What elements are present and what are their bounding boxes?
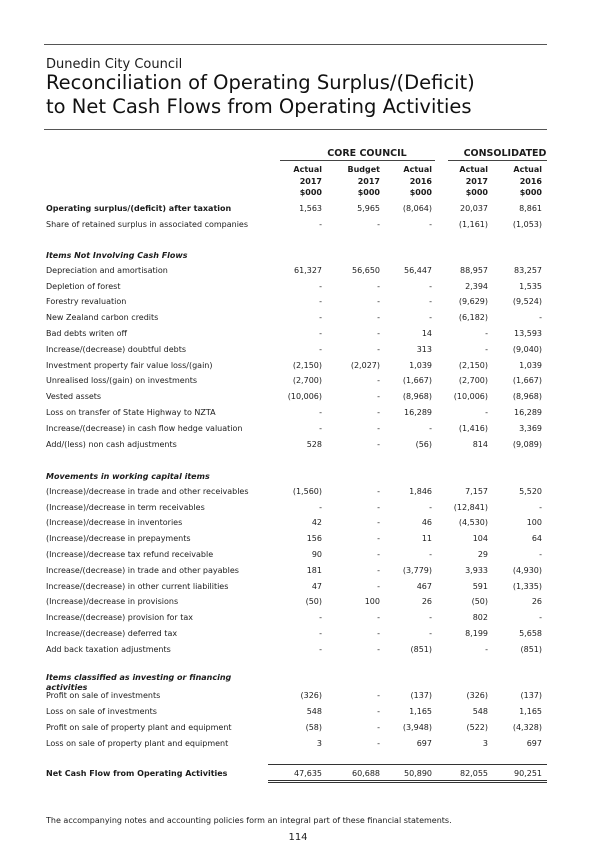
row-value: - bbox=[377, 297, 380, 306]
table-row bbox=[46, 723, 547, 736]
row-label: Profit on sale of property plant and equipment bbox=[46, 723, 232, 732]
row-value: (4,530) bbox=[458, 518, 488, 527]
row-value: - bbox=[429, 297, 432, 306]
column-header-line: Actual bbox=[403, 165, 432, 174]
row-value: (851) bbox=[520, 645, 542, 654]
row-value: - bbox=[429, 503, 432, 512]
row-value: 1,535 bbox=[519, 282, 542, 291]
section-items-not-involving-cash-flows: Items Not Involving Cash Flows bbox=[46, 251, 188, 260]
title-line-2: to Net Cash Flows from Operating Activities bbox=[46, 95, 472, 118]
group-underline-core bbox=[280, 160, 435, 161]
row-value: - bbox=[429, 550, 432, 559]
row-value: - bbox=[377, 408, 380, 417]
table-row bbox=[46, 503, 547, 516]
column-header-line: $000 bbox=[519, 188, 542, 197]
row-label: Increase/(decrease) in trade and other payables bbox=[46, 566, 239, 575]
row-value: - bbox=[539, 613, 542, 622]
row-value: 60,688 bbox=[352, 769, 380, 778]
row-label: Depreciation and amortisation bbox=[46, 266, 168, 275]
table-row bbox=[46, 345, 547, 358]
row-value: (1,053) bbox=[512, 220, 542, 229]
row-value: 3 bbox=[482, 739, 488, 748]
row-value: 528 bbox=[306, 440, 322, 449]
table-row bbox=[46, 361, 547, 374]
page-title bbox=[46, 71, 475, 119]
row-value: 42 bbox=[311, 518, 322, 527]
table-row bbox=[46, 297, 547, 310]
row-value: 814 bbox=[472, 440, 488, 449]
row-value: (56) bbox=[415, 440, 432, 449]
row-value: 802 bbox=[472, 613, 488, 622]
page-number: 114 bbox=[288, 832, 308, 843]
row-value: (2,700) bbox=[292, 376, 322, 385]
organisation-name: Dunedin City Council bbox=[46, 57, 183, 72]
row-value: - bbox=[377, 345, 380, 354]
row-label: (Increase)/decrease tax refund receivable bbox=[46, 550, 214, 559]
table-row bbox=[46, 440, 547, 453]
row-value: - bbox=[429, 629, 432, 638]
row-value: 467 bbox=[416, 582, 432, 591]
row-value: 100 bbox=[526, 518, 542, 527]
table-row bbox=[46, 566, 547, 579]
table-row bbox=[46, 313, 547, 326]
row-value: 64 bbox=[531, 534, 542, 543]
row-value: (8,064) bbox=[402, 204, 432, 213]
row-value: 11 bbox=[421, 534, 432, 543]
row-value: (12,841) bbox=[453, 503, 488, 512]
table-row bbox=[46, 707, 547, 720]
column-header-line: 2017 bbox=[299, 176, 322, 186]
row-label: (Increase)/decrease in provisions bbox=[46, 597, 179, 606]
row-value: 20,037 bbox=[460, 204, 488, 213]
row-value: - bbox=[319, 424, 322, 433]
row-value: - bbox=[319, 408, 322, 417]
row-value: (4,930) bbox=[512, 566, 542, 575]
row-value: 548 bbox=[306, 707, 322, 716]
row-value: 1,165 bbox=[519, 707, 542, 716]
row-value: 26 bbox=[421, 597, 432, 606]
row-value: (6,182) bbox=[458, 313, 488, 322]
row-label: New Zealand carbon credits bbox=[46, 313, 159, 322]
total-rule bbox=[268, 780, 547, 781]
row-value: - bbox=[377, 723, 380, 732]
row-value: 7,157 bbox=[465, 487, 488, 496]
row-value: (8,968) bbox=[402, 392, 432, 401]
table-row bbox=[46, 550, 547, 563]
row-value: 3,933 bbox=[465, 566, 488, 575]
row-value: 50,890 bbox=[404, 769, 432, 778]
row-value: 1,165 bbox=[409, 707, 432, 716]
row-value: 26 bbox=[531, 597, 542, 606]
row-value: 8,861 bbox=[519, 204, 542, 213]
row-value: - bbox=[539, 550, 542, 559]
table-row bbox=[46, 518, 547, 531]
table-row bbox=[46, 282, 547, 295]
row-value: - bbox=[319, 345, 322, 354]
row-value: - bbox=[377, 739, 380, 748]
row-value: 1,563 bbox=[299, 204, 322, 213]
row-label: Loss on transfer of State Highway to NZTA bbox=[46, 408, 216, 417]
row-value: (1,667) bbox=[512, 376, 542, 385]
column-header-line: Actual bbox=[293, 165, 322, 174]
row-value: 1,039 bbox=[519, 361, 542, 370]
table-row bbox=[46, 408, 547, 421]
row-value: (58) bbox=[305, 723, 322, 732]
row-label: Increase/(decrease) deferred tax bbox=[46, 629, 178, 638]
row-value: - bbox=[377, 550, 380, 559]
row-value: (1,560) bbox=[292, 487, 322, 496]
row-label: Add back taxation adjustments bbox=[46, 645, 171, 654]
row-value: 2,394 bbox=[465, 282, 488, 291]
row-value: - bbox=[319, 645, 322, 654]
section-movements-working-capital: Movements in working capital items bbox=[46, 472, 210, 481]
row-value: - bbox=[319, 503, 322, 512]
row-label: Depletion of forest bbox=[46, 282, 121, 291]
row-value: 14 bbox=[421, 329, 432, 338]
row-value: 56,650 bbox=[352, 266, 380, 275]
row-value: (4,328) bbox=[512, 723, 542, 732]
table-row bbox=[46, 613, 547, 626]
row-value: - bbox=[539, 503, 542, 512]
section-items-investing-financing: Items classified as investing or financing activities bbox=[46, 673, 232, 692]
column-header-line: 2016 bbox=[409, 176, 432, 186]
row-value: (326) bbox=[466, 691, 488, 700]
row-value: (2,700) bbox=[458, 376, 488, 385]
row-value: 47,635 bbox=[294, 769, 322, 778]
row-value: 16,289 bbox=[514, 408, 542, 417]
row-value: - bbox=[377, 329, 380, 338]
row-value: 90,251 bbox=[514, 769, 542, 778]
table-row bbox=[46, 376, 547, 389]
total-rule bbox=[268, 764, 547, 765]
row-value: - bbox=[377, 534, 380, 543]
row-value: - bbox=[429, 282, 432, 291]
row-value: 5,965 bbox=[357, 204, 380, 213]
table-row bbox=[46, 204, 547, 217]
row-value: - bbox=[377, 376, 380, 385]
row-value: - bbox=[485, 329, 488, 338]
row-value: - bbox=[377, 645, 380, 654]
row-value: (9,089) bbox=[512, 440, 542, 449]
column-header-line: 2017 bbox=[357, 176, 380, 186]
row-value: - bbox=[377, 691, 380, 700]
row-value: 61,327 bbox=[294, 266, 322, 275]
row-value: 548 bbox=[472, 707, 488, 716]
table-row bbox=[46, 329, 547, 342]
row-label: Share of retained surplus in associated companies bbox=[46, 220, 249, 229]
row-label: Increase/(decrease) doubtful debts bbox=[46, 345, 187, 354]
column-header-line: $000 bbox=[409, 188, 432, 197]
row-value: (2,150) bbox=[292, 361, 322, 370]
table-row bbox=[46, 582, 547, 595]
row-value: 47 bbox=[311, 582, 322, 591]
row-value: (1,335) bbox=[512, 582, 542, 591]
row-label: (Increase)/decrease in inventories bbox=[46, 518, 183, 527]
title-rule bbox=[44, 129, 547, 130]
row-value: - bbox=[485, 345, 488, 354]
table-row bbox=[46, 691, 547, 704]
column-header-line: Actual bbox=[513, 165, 542, 174]
row-value: (522) bbox=[466, 723, 488, 732]
row-value: (137) bbox=[520, 691, 542, 700]
table-row bbox=[46, 629, 547, 642]
row-value: - bbox=[377, 582, 380, 591]
table-row bbox=[46, 424, 547, 437]
row-value: (8,968) bbox=[512, 392, 542, 401]
row-label: Increase/(decrease) provision for tax bbox=[46, 613, 194, 622]
title-line-1: Reconciliation of Operating Surplus/(Deficit) bbox=[46, 71, 475, 94]
group-underline-consolidated bbox=[448, 160, 547, 161]
row-label: Bad debts writen off bbox=[46, 329, 128, 338]
row-value: 5,658 bbox=[519, 629, 542, 638]
group-header-core-council: CORE COUNCIL bbox=[327, 148, 407, 159]
row-label: Investment property fair value loss/(gain) bbox=[46, 361, 213, 370]
row-value: 13,593 bbox=[514, 329, 542, 338]
row-value: (326) bbox=[300, 691, 322, 700]
row-value: - bbox=[377, 566, 380, 575]
row-value: 697 bbox=[526, 739, 542, 748]
row-value: 156 bbox=[306, 534, 322, 543]
row-label: (Increase)/decrease in prepayments bbox=[46, 534, 191, 543]
row-value: - bbox=[539, 313, 542, 322]
row-value: (10,006) bbox=[287, 392, 322, 401]
row-value: (2,027) bbox=[350, 361, 380, 370]
row-label: Increase/(decrease) in other current liabilities bbox=[46, 582, 229, 591]
row-value: 56,447 bbox=[404, 266, 432, 275]
row-value: 88,957 bbox=[460, 266, 488, 275]
row-value: - bbox=[319, 297, 322, 306]
row-value: (3,948) bbox=[402, 723, 432, 732]
row-value: (9,629) bbox=[458, 297, 488, 306]
row-value: (1,161) bbox=[458, 220, 488, 229]
row-value: 104 bbox=[472, 534, 488, 543]
table-row bbox=[46, 487, 547, 500]
row-value: 83,257 bbox=[514, 266, 542, 275]
row-value: (2,150) bbox=[458, 361, 488, 370]
row-label: (Increase)/decrease in term receivables bbox=[46, 503, 205, 512]
row-label: Add/(less) non cash adjustments bbox=[46, 440, 177, 449]
row-value: 16,289 bbox=[404, 408, 432, 417]
column-header-line: $000 bbox=[357, 188, 380, 197]
row-value: 591 bbox=[472, 582, 488, 591]
row-value: 29 bbox=[477, 550, 488, 559]
row-value: (10,006) bbox=[453, 392, 488, 401]
row-value: - bbox=[377, 503, 380, 512]
row-value: - bbox=[377, 440, 380, 449]
table-row bbox=[46, 534, 547, 547]
row-label: Loss on sale of property plant and equipment bbox=[46, 739, 229, 748]
row-label: Operating surplus/(deficit) after taxation bbox=[46, 204, 232, 213]
row-label: Net Cash Flow from Operating Activities bbox=[46, 769, 228, 778]
table-row bbox=[46, 739, 547, 752]
row-value: - bbox=[377, 313, 380, 322]
column-header bbox=[320, 164, 380, 199]
row-value: 5,520 bbox=[519, 487, 542, 496]
row-value: 3 bbox=[316, 739, 322, 748]
row-value: - bbox=[485, 408, 488, 417]
row-label: Profit on sale of investments bbox=[46, 691, 161, 700]
column-header-line: $000 bbox=[465, 188, 488, 197]
row-value: - bbox=[485, 645, 488, 654]
row-value: - bbox=[377, 518, 380, 527]
row-value: - bbox=[319, 282, 322, 291]
row-label: Loss on sale of investments bbox=[46, 707, 157, 716]
table-row bbox=[46, 645, 547, 658]
row-value: - bbox=[377, 707, 380, 716]
row-value: - bbox=[319, 329, 322, 338]
row-value: (50) bbox=[471, 597, 488, 606]
row-value: (1,416) bbox=[458, 424, 488, 433]
row-value: (851) bbox=[410, 645, 432, 654]
column-header-line: $000 bbox=[299, 188, 322, 197]
row-value: 313 bbox=[416, 345, 432, 354]
row-label: Forestry revaluation bbox=[46, 297, 127, 306]
column-header-line: 2017 bbox=[465, 176, 488, 186]
group-header-consolidated: CONSOLIDATED bbox=[463, 148, 547, 159]
row-value: - bbox=[319, 629, 322, 638]
row-value: 3,369 bbox=[519, 424, 542, 433]
row-value: - bbox=[429, 313, 432, 322]
row-value: 181 bbox=[306, 566, 322, 575]
row-label: Unrealised loss/(gain) on investments bbox=[46, 376, 198, 385]
row-value: (9,524) bbox=[512, 297, 542, 306]
row-label: (Increase)/decrease in trade and other receivables bbox=[46, 487, 249, 496]
row-value: - bbox=[319, 220, 322, 229]
column-header bbox=[482, 164, 542, 199]
row-value: - bbox=[429, 220, 432, 229]
row-value: - bbox=[429, 613, 432, 622]
row-value: 82,055 bbox=[460, 769, 488, 778]
table-row bbox=[46, 392, 547, 405]
table-row bbox=[46, 220, 547, 233]
row-value: 90 bbox=[311, 550, 322, 559]
row-value: - bbox=[377, 487, 380, 496]
row-value: 46 bbox=[421, 518, 432, 527]
row-label: Vested assets bbox=[46, 392, 102, 401]
row-value: 8,199 bbox=[465, 629, 488, 638]
row-value: 1,846 bbox=[409, 487, 432, 496]
row-value: - bbox=[377, 629, 380, 638]
column-header-line: Actual bbox=[459, 165, 488, 174]
row-value: - bbox=[377, 424, 380, 433]
column-header-line: 2016 bbox=[519, 176, 542, 186]
table-row bbox=[46, 597, 547, 610]
table-row bbox=[46, 266, 547, 279]
row-value: (3,779) bbox=[402, 566, 432, 575]
row-value: (1,667) bbox=[402, 376, 432, 385]
row-value: 697 bbox=[416, 739, 432, 748]
row-value: - bbox=[319, 613, 322, 622]
row-value: (137) bbox=[410, 691, 432, 700]
row-value: 100 bbox=[364, 597, 380, 606]
row-value: - bbox=[377, 613, 380, 622]
row-value: (9,040) bbox=[512, 345, 542, 354]
column-header bbox=[372, 164, 432, 199]
row-value: - bbox=[377, 392, 380, 401]
row-label: Increase/(decrease) in cash flow hedge valuation bbox=[46, 424, 243, 433]
total-rule bbox=[268, 782, 547, 783]
column-header-line: Budget bbox=[347, 165, 380, 174]
footer-note: The accompanying notes and accounting policies form an integral part of these financial statements. bbox=[46, 816, 452, 825]
column-header bbox=[262, 164, 322, 199]
row-value: - bbox=[377, 282, 380, 291]
row-value: (50) bbox=[305, 597, 322, 606]
row-value: - bbox=[429, 424, 432, 433]
row-value: - bbox=[319, 313, 322, 322]
row-value: 1,039 bbox=[409, 361, 432, 370]
row-value: - bbox=[377, 220, 380, 229]
top-rule bbox=[44, 44, 547, 45]
column-header bbox=[428, 164, 488, 199]
